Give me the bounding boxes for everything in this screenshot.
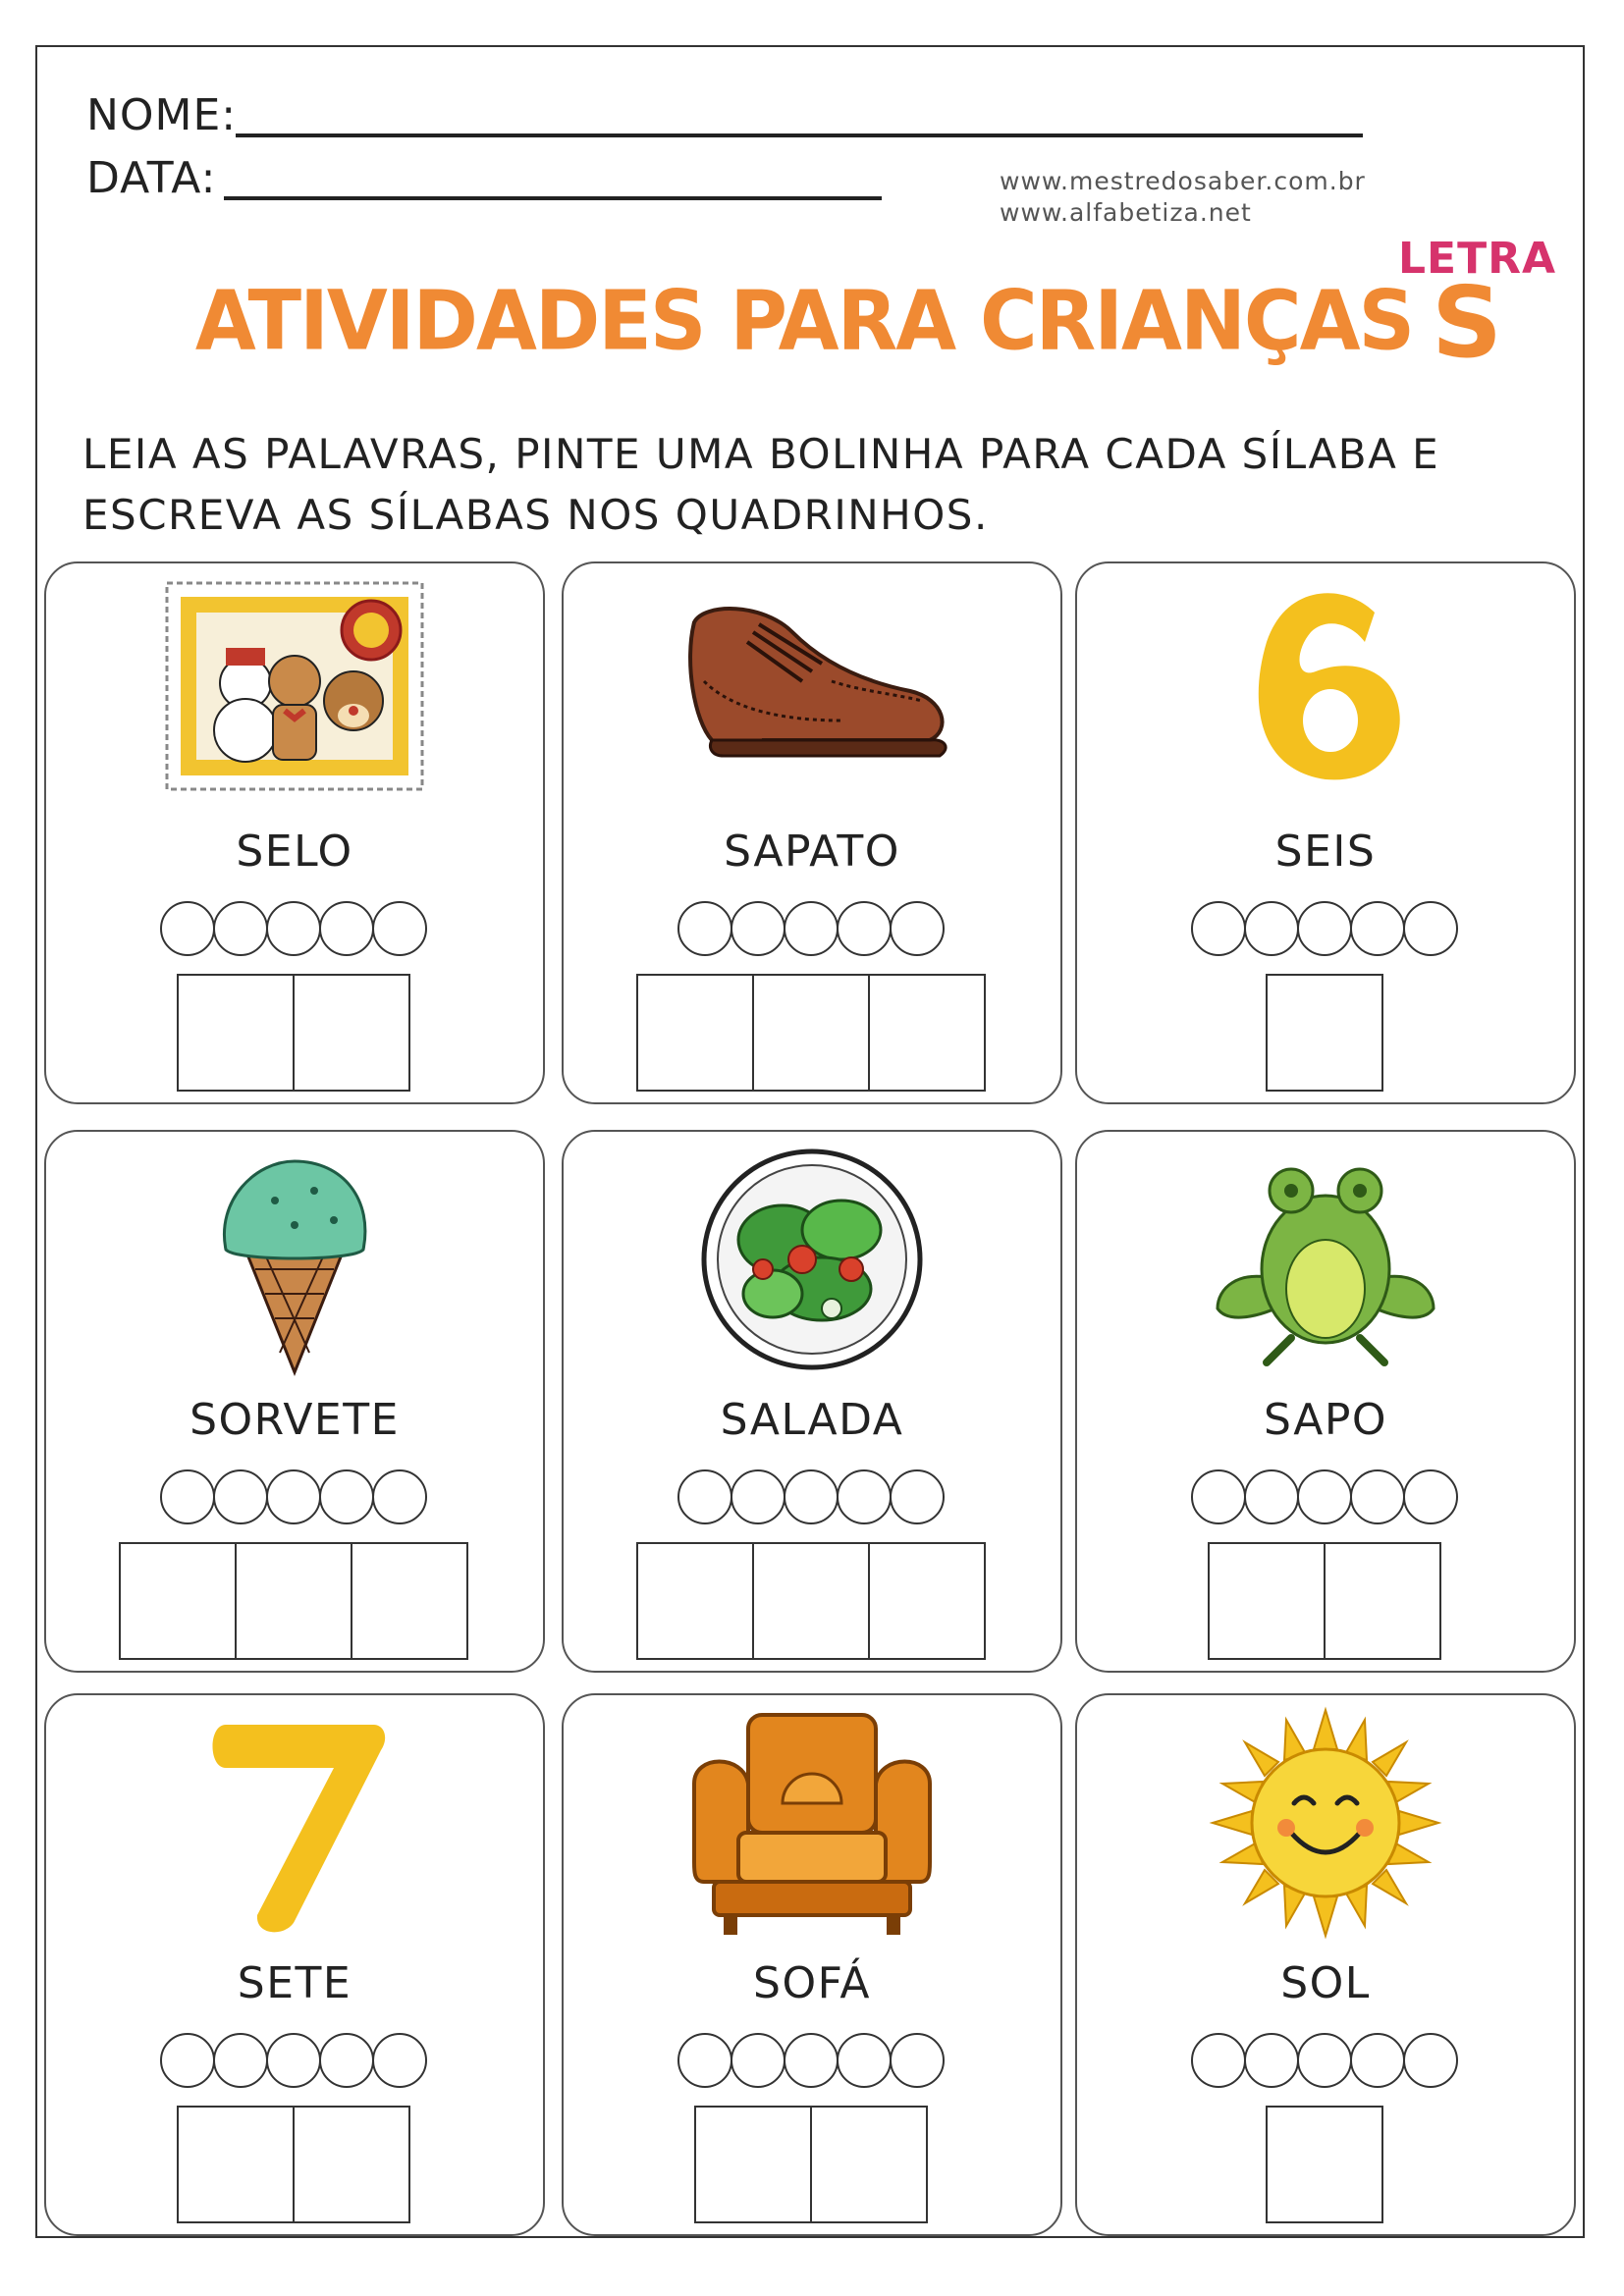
syllable-box[interactable] [752,1542,870,1660]
syllable-box[interactable] [752,974,870,1092]
syllable-circle[interactable] [1191,1469,1246,1524]
syllable-circle[interactable] [837,1469,892,1524]
syllable-circle[interactable] [213,901,268,956]
syllable-circle[interactable] [266,901,321,956]
word-label: SOL [1280,1958,1371,2008]
syllable-circle[interactable] [1403,901,1458,956]
syllable-circle[interactable] [731,2033,785,2088]
syllable-circles [1077,1469,1574,1524]
syllable-circle[interactable] [837,2033,892,2088]
word-label: SORVETE [189,1395,400,1445]
syllable-box[interactable] [1208,1542,1326,1660]
instructions-line-2: ESCREVA AS SÍLABAS NOS QUADRINHOS. [82,491,989,539]
syllable-circle[interactable] [1297,901,1352,956]
syllable-circle[interactable] [213,2033,268,2088]
syllable-circle[interactable] [1297,1469,1352,1524]
syllable-circle[interactable] [372,901,427,956]
syllable-circle[interactable] [784,901,839,956]
word-label: SALADA [720,1395,904,1445]
syllable-circle[interactable] [319,2033,374,2088]
site-url-2: www.alfabetiza.net [1000,198,1252,227]
syllable-circle[interactable] [1297,2033,1352,2088]
syllable-box[interactable] [868,1542,986,1660]
syllable-circles [1077,901,1574,956]
card-salada [562,1130,1062,1673]
syllable-circle[interactable] [1191,901,1246,956]
card-seis [1075,561,1576,1104]
syllable-box[interactable] [177,2106,295,2223]
word-label: SEIS [1274,827,1377,877]
frog-icon [1077,1142,1574,1377]
syllable-boxes [1077,1542,1574,1660]
syllable-box[interactable] [1266,2106,1383,2223]
syllable-box[interactable] [293,2106,410,2223]
syllable-circle[interactable] [1350,1469,1405,1524]
syllable-circle[interactable] [784,1469,839,1524]
syllable-boxes [564,2106,1060,2223]
card-selo [44,561,545,1104]
word-label: SOFÁ [753,1958,871,2008]
syllable-box[interactable] [868,974,986,1092]
instructions-line-1: LEIA AS PALAVRAS, PINTE UMA BOLINHA PARA CADA SÍLABA E [82,430,1440,478]
syllable-boxes [564,974,1060,1092]
card-sorvete [44,1130,545,1673]
syllable-box[interactable] [351,1542,468,1660]
card-sete [44,1693,545,2236]
syllable-circle[interactable] [319,1469,374,1524]
syllable-circles [46,2033,543,2088]
syllable-circle[interactable] [677,1469,732,1524]
syllable-circle[interactable] [1191,2033,1246,2088]
card-sofa [562,1693,1062,2236]
syllable-box[interactable] [119,1542,237,1660]
card-sapo [1075,1130,1576,1673]
syllable-circle[interactable] [731,1469,785,1524]
syllable-circle[interactable] [1244,901,1299,956]
word-label: SETE [237,1958,352,2008]
syllable-circle[interactable] [1244,2033,1299,2088]
name-label: NOME: [86,90,238,140]
syllable-circle[interactable] [890,2033,945,2088]
syllable-circle[interactable] [160,901,215,956]
syllable-circle[interactable] [1350,901,1405,956]
word-label: SAPATO [724,827,900,877]
syllable-box[interactable] [1266,974,1383,1092]
syllable-circle[interactable] [213,1469,268,1524]
date-field[interactable] [224,196,882,200]
syllable-circle[interactable] [266,2033,321,2088]
syllable-circle[interactable] [372,1469,427,1524]
shoe-icon [564,573,1060,809]
syllable-circles [564,1469,1060,1524]
word-label: SAPO [1263,1395,1387,1445]
date-label: DATA: [86,153,217,203]
armchair-icon [564,1705,1060,1941]
syllable-circle[interactable] [1403,1469,1458,1524]
syllable-circles [46,1469,543,1524]
syllable-circles [1077,2033,1574,2088]
syllable-circle[interactable] [1403,2033,1458,2088]
syllable-circles [564,2033,1060,2088]
syllable-boxes [564,1542,1060,1660]
letter-badge-label: LETRA [1398,234,1557,284]
number-six-icon [1077,573,1574,809]
syllable-circle[interactable] [160,1469,215,1524]
postage-stamp-icon [46,573,543,809]
syllable-circle[interactable] [890,1469,945,1524]
syllable-boxes [46,2106,543,2223]
syllable-circle[interactable] [837,901,892,956]
letter-badge-letter: S [1432,265,1503,380]
syllable-circle[interactable] [784,2033,839,2088]
card-sapato [562,561,1062,1104]
syllable-box[interactable] [636,1542,754,1660]
syllable-circle[interactable] [372,2033,427,2088]
syllable-circle[interactable] [677,901,732,956]
syllable-box[interactable] [1324,1542,1441,1660]
page-title: ATIVIDADES PARA CRIANÇAS [194,272,1414,369]
sun-icon [1077,1705,1574,1941]
syllable-boxes [1077,974,1574,1092]
syllable-circle[interactable] [1350,2033,1405,2088]
syllable-circle[interactable] [160,2033,215,2088]
salad-icon [564,1142,1060,1377]
syllable-circle[interactable] [890,901,945,956]
syllable-box[interactable] [694,2106,812,2223]
syllable-box[interactable] [293,974,410,1092]
syllable-circle[interactable] [319,901,374,956]
syllable-circle[interactable] [677,2033,732,2088]
syllable-boxes [46,1542,543,1660]
site-url-1: www.mestredosaber.com.br [1000,167,1366,195]
number-seven-icon [46,1705,543,1941]
syllable-circle[interactable] [1244,1469,1299,1524]
syllable-box[interactable] [810,2106,928,2223]
word-label: SELO [236,827,353,877]
syllable-box[interactable] [636,974,754,1092]
syllable-circle[interactable] [266,1469,321,1524]
syllable-boxes [1077,2106,1574,2223]
syllable-box[interactable] [177,974,295,1092]
syllable-boxes [46,974,543,1092]
ice-cream-icon [46,1142,543,1377]
syllable-circle[interactable] [731,901,785,956]
name-field[interactable] [236,133,1363,137]
syllable-circles [46,901,543,956]
card-sol [1075,1693,1576,2236]
syllable-box[interactable] [235,1542,352,1660]
syllable-circles [564,901,1060,956]
